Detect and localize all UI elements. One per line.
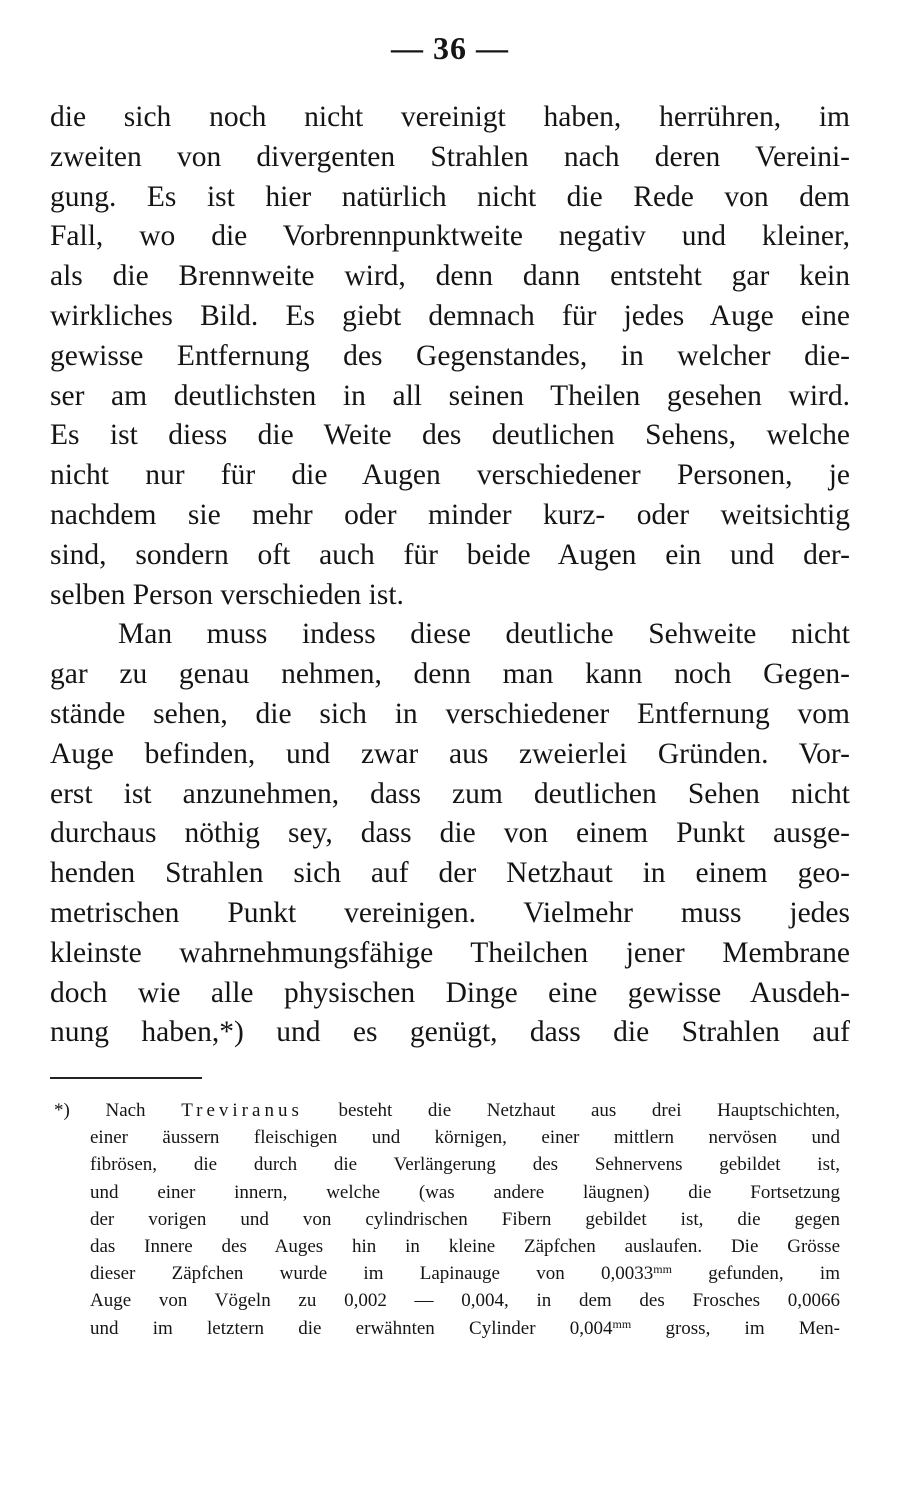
text-line: kleinste wahrnehmungsfähige Theilchen jener Membrane bbox=[50, 936, 850, 969]
text-line: zweiten von divergenten Strahlen nach deren Vereini- bbox=[50, 140, 850, 173]
text-line: als die Brennweite wird, denn dann entsteht gar kein bbox=[50, 260, 850, 293]
unit-superscript: mm bbox=[653, 1262, 672, 1277]
text-line: selben Person verschieden ist. bbox=[50, 578, 404, 611]
footnote-author: Treviranus bbox=[181, 1100, 303, 1121]
text-line: Fall, wo die Vorbrennpunktweite negativ und kleiner, bbox=[50, 220, 850, 253]
text-line: gung. Es ist hier natürlich nicht die Rede von dem bbox=[50, 180, 850, 213]
footnote-line: und einer innern, welche (was andere läugnen) die Fortsetzung bbox=[90, 1181, 840, 1203]
footnote-line: das Innere des Auges hin in kleine Zäpfchen auslaufen. Die Grösse bbox=[90, 1235, 840, 1257]
text-line: nung haben,*) und es genügt, dass die Strahlen auf bbox=[50, 1016, 850, 1049]
footnote-line bbox=[54, 1097, 840, 1124]
footnote-line: Auge von Vögeln zu 0,002 — 0,004, in dem des Frosches 0,0066 bbox=[90, 1290, 840, 1312]
text-line: stände sehen, die sich in verschiedener Entfernung vom bbox=[50, 697, 850, 730]
footnote-divider bbox=[50, 1077, 202, 1079]
text-line: erst ist anzunehmen, dass zum deutlichen Sehen nicht bbox=[50, 777, 850, 810]
footnote-text: gefunden, im bbox=[708, 1263, 840, 1285]
footnote-line: der vorigen und von cylindrischen Fibern gebildet ist, die gegen bbox=[90, 1208, 840, 1230]
text-line: doch wie alle physischen Dinge eine gewisse Ausdeh- bbox=[50, 976, 850, 1009]
footnote-line bbox=[90, 1260, 840, 1287]
text-line: nicht nur für die Augen verschiedener Personen, je bbox=[50, 459, 850, 492]
footnote-text: und im letztern die erwähnten Cylinder 0,004 bbox=[90, 1317, 613, 1339]
unit-superscript: mm bbox=[612, 1316, 632, 1331]
footnote-line bbox=[90, 1315, 840, 1342]
text-line: henden Strahlen sich auf der Netzhaut in einem geo- bbox=[50, 857, 850, 890]
main-text bbox=[50, 98, 850, 1053]
footnote-text: dieser Zäpfchen wurde im Lapinauge von 0,0033 bbox=[90, 1263, 654, 1285]
footnote-line: fibrösen, die durch die Verlängerung des Sehnervens gebildet ist, bbox=[90, 1154, 840, 1176]
footnote-line: einer äussern fleischigen und körnigen, einer mittlern nervösen und bbox=[90, 1127, 840, 1149]
text-line: sind, sondern oft auch für beide Augen ein und der- bbox=[50, 538, 850, 571]
text-line: gewisse Entfernung des Gegenstandes, in welcher die- bbox=[50, 339, 850, 372]
paragraph-start-line: Man muss indess diese deutliche Sehweite nicht bbox=[118, 618, 850, 651]
text-line: nachdem sie mehr oder minder kurz- oder weitsichtig bbox=[50, 498, 850, 531]
text-line: Auge befinden, und zwar aus zweierlei Gründen. Vor- bbox=[50, 737, 850, 770]
footnote-marker: *) bbox=[54, 1100, 70, 1121]
text-line: durchaus nöthig sey, dass die von einem Punkt ausge- bbox=[50, 817, 850, 850]
text-line: gar zu genau nehmen, denn man kann noch Gegen- bbox=[50, 658, 850, 691]
text-line: wirkliches Bild. Es giebt demnach für jedes Auge eine bbox=[50, 299, 850, 332]
footnote-text: besteht die Netzhaut aus drei Hauptschichten, bbox=[338, 1100, 841, 1121]
footnote bbox=[54, 1097, 841, 1342]
text-line: ser am deutlichsten in all seinen Theilen gesehen wird. bbox=[50, 379, 850, 412]
page-number: — 36 — bbox=[391, 30, 509, 66]
text-line: metrischen Punkt vereinigen. Vielmehr muss jedes bbox=[50, 896, 850, 929]
footnote-text: gross, im Men- bbox=[665, 1317, 841, 1339]
text-line: die sich noch nicht vereinigt haben, herrühren, im bbox=[50, 101, 850, 133]
footnote-lead: Nach bbox=[105, 1100, 146, 1121]
text-line: Es ist diess die Weite des deutlichen Sehens, welche bbox=[50, 419, 850, 452]
